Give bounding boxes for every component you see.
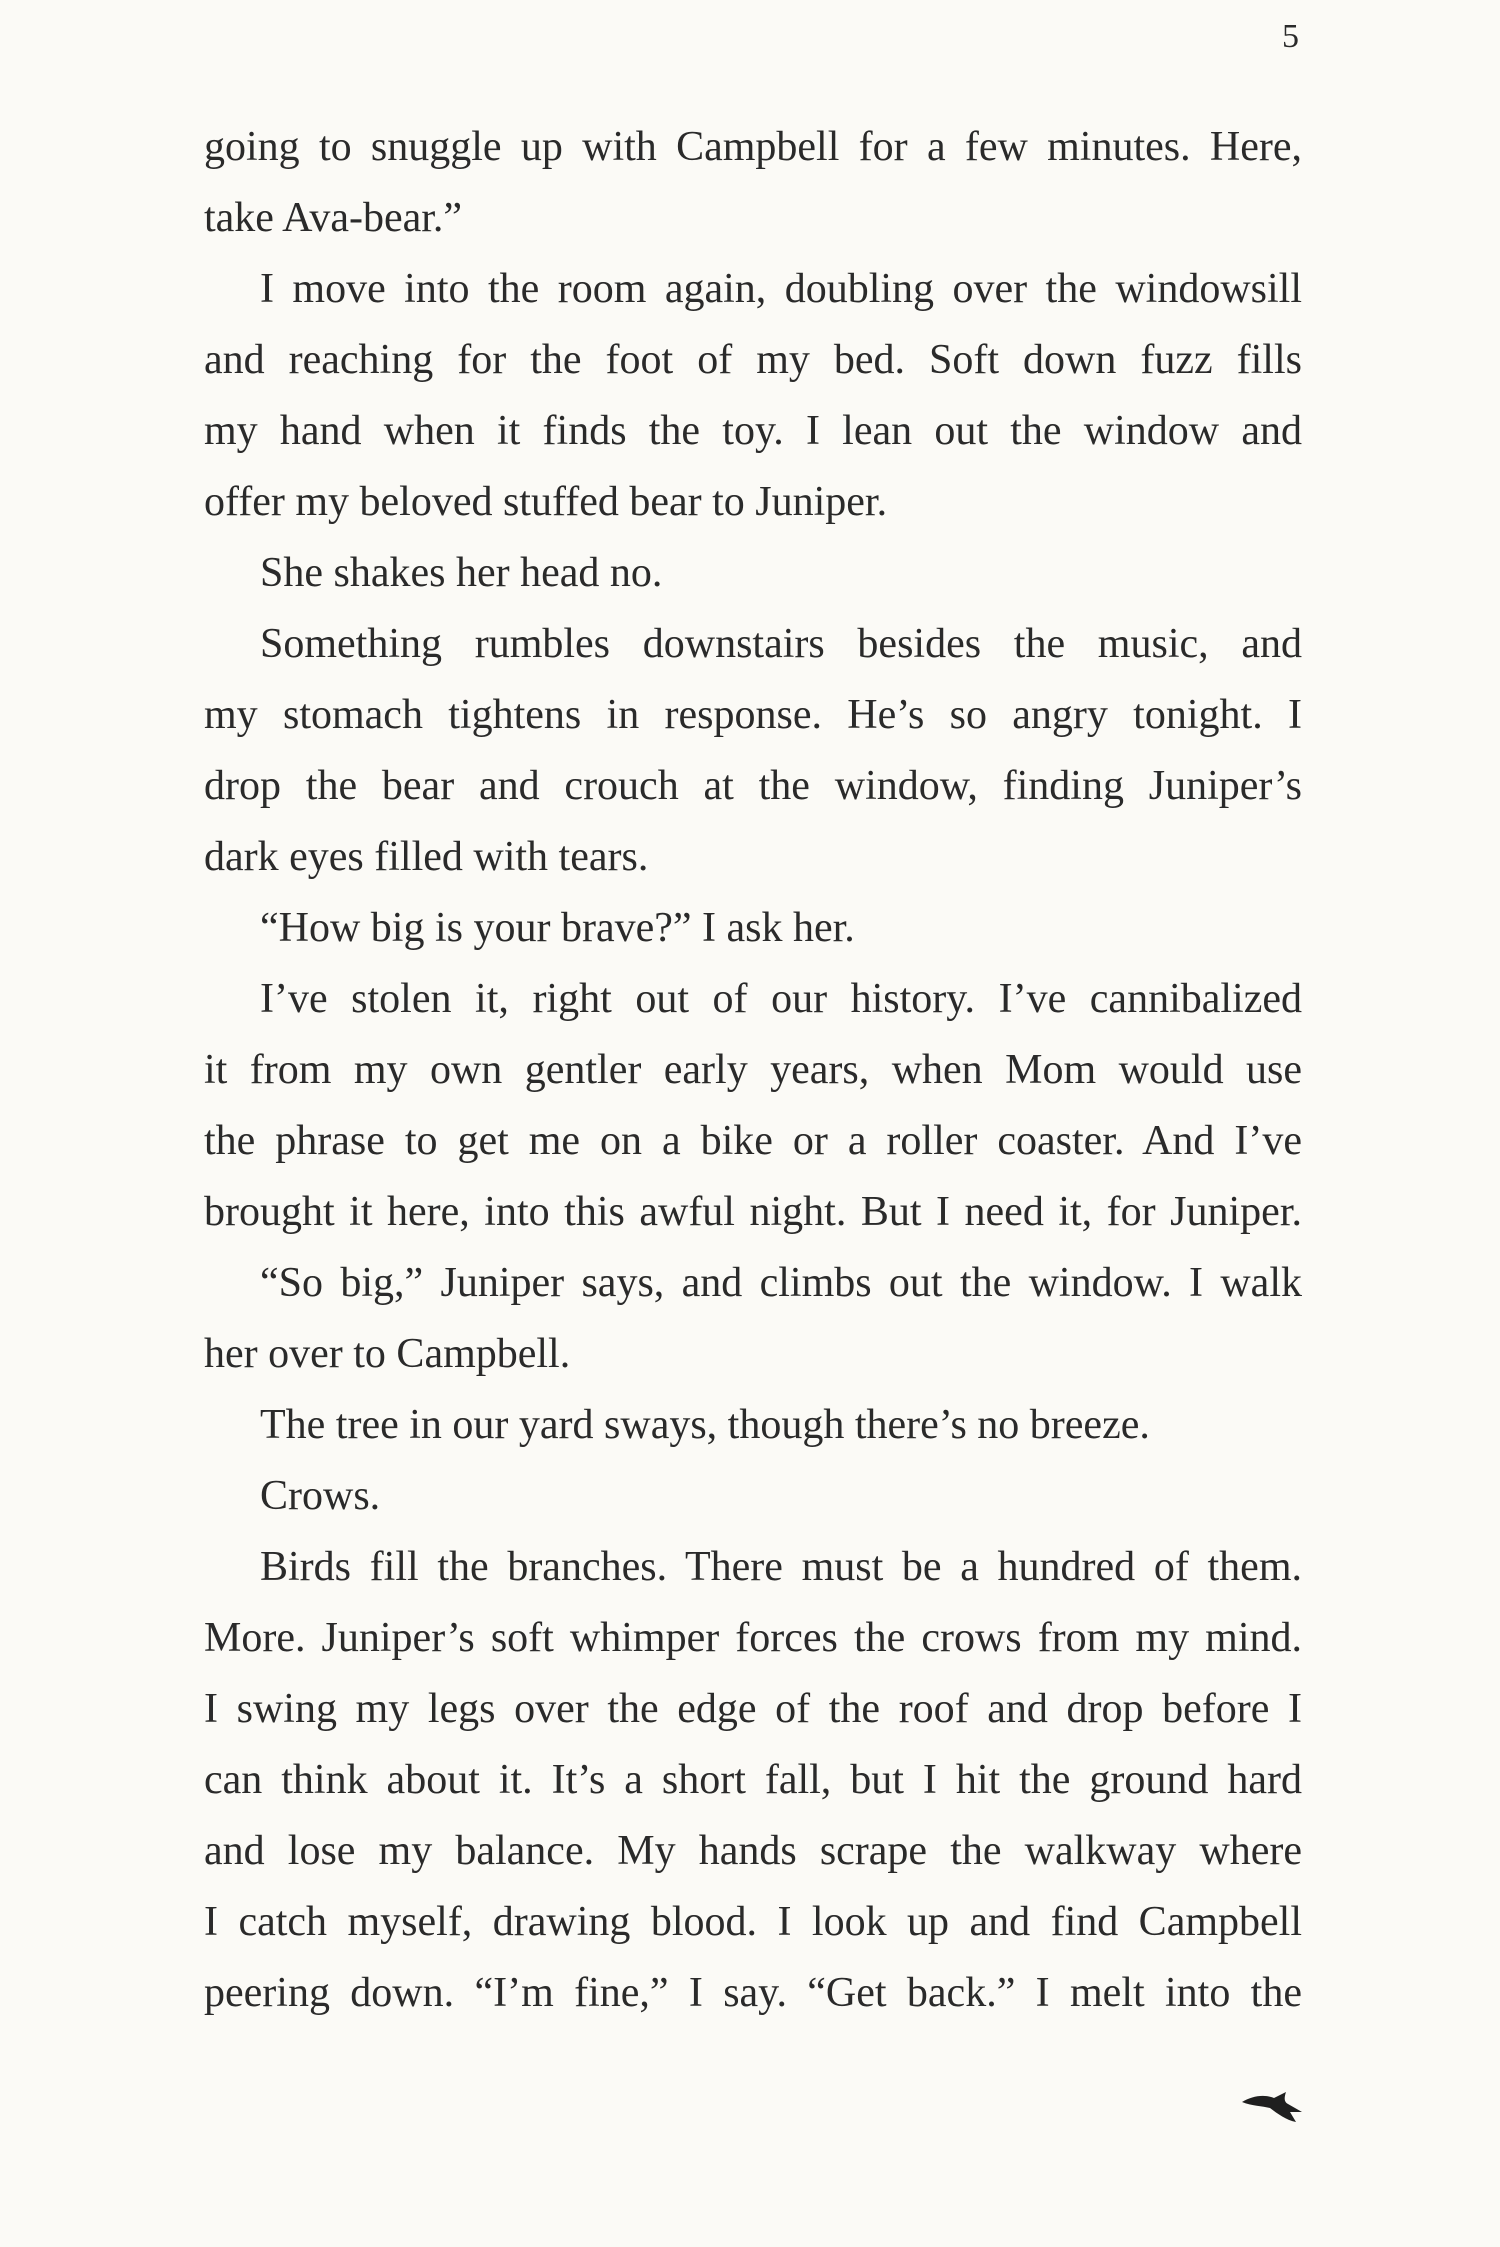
text-line: I’ve stolen it, right out of our history. I’ve cannibalized: [260, 976, 1302, 1022]
text-line: “So big,” Juniper says, and climbs out the window. I walk: [260, 1260, 1302, 1306]
text-line: her over to Campbell.: [204, 1331, 571, 1377]
text-line: Birds fill the branches. There must be a hundred of them.: [260, 1544, 1302, 1590]
text-line: the phrase to get me on a bike or a roller coaster. And I’ve: [204, 1118, 1302, 1164]
text-line: I swing my legs over the edge of the roof and drop before I: [204, 1686, 1302, 1732]
text-line: and reaching for the foot of my bed. Soft down fuzz fills: [204, 337, 1302, 383]
body-text: [204, 112, 1302, 2029]
text-line: brought it here, into this awful night. But I need it, for Juniper.: [204, 1189, 1302, 1235]
crow-icon: [1240, 2090, 1304, 2124]
text-line: drop the bear and crouch at the window, finding Juniper’s: [204, 763, 1302, 809]
page-number: 5: [1282, 18, 1300, 55]
text-line: Crows.: [260, 1473, 381, 1519]
text-line: Something rumbles downstairs besides the music, and: [260, 621, 1302, 667]
text-line: my hand when it finds the toy. I lean out the window and: [204, 408, 1302, 454]
text-line: “How big is your brave?” I ask her.: [260, 905, 855, 951]
text-line: and lose my balance. My hands scrape the walkway where: [204, 1828, 1302, 1874]
text-line: my stomach tightens in response. He’s so angry tonight. I: [204, 692, 1302, 738]
text-line: can think about it. It’s a short fall, but I hit the ground hard: [204, 1757, 1302, 1803]
text-line: dark eyes filled with tears.: [204, 834, 649, 880]
text-line: peering down. “I’m fine,” I say. “Get back.” I melt into the: [204, 1970, 1302, 2016]
text-line: going to snuggle up with Campbell for a few minutes. Here,: [204, 124, 1302, 170]
text-line: She shakes her head no.: [260, 550, 663, 596]
text-line: take Ava-bear.”: [204, 195, 463, 241]
text-line: offer my beloved stuffed bear to Juniper.: [204, 479, 888, 525]
text-line: it from my own gentler early years, when Mom would use: [204, 1047, 1302, 1093]
text-line: The tree in our yard sways, though there’s no breeze.: [260, 1402, 1150, 1448]
text-line: More. Juniper’s soft whimper forces the crows from my mind.: [204, 1615, 1302, 1661]
text-line: I move into the room again, doubling over the windowsill: [260, 266, 1302, 312]
text-line: I catch myself, drawing blood. I look up and find Campbell: [204, 1899, 1302, 1945]
